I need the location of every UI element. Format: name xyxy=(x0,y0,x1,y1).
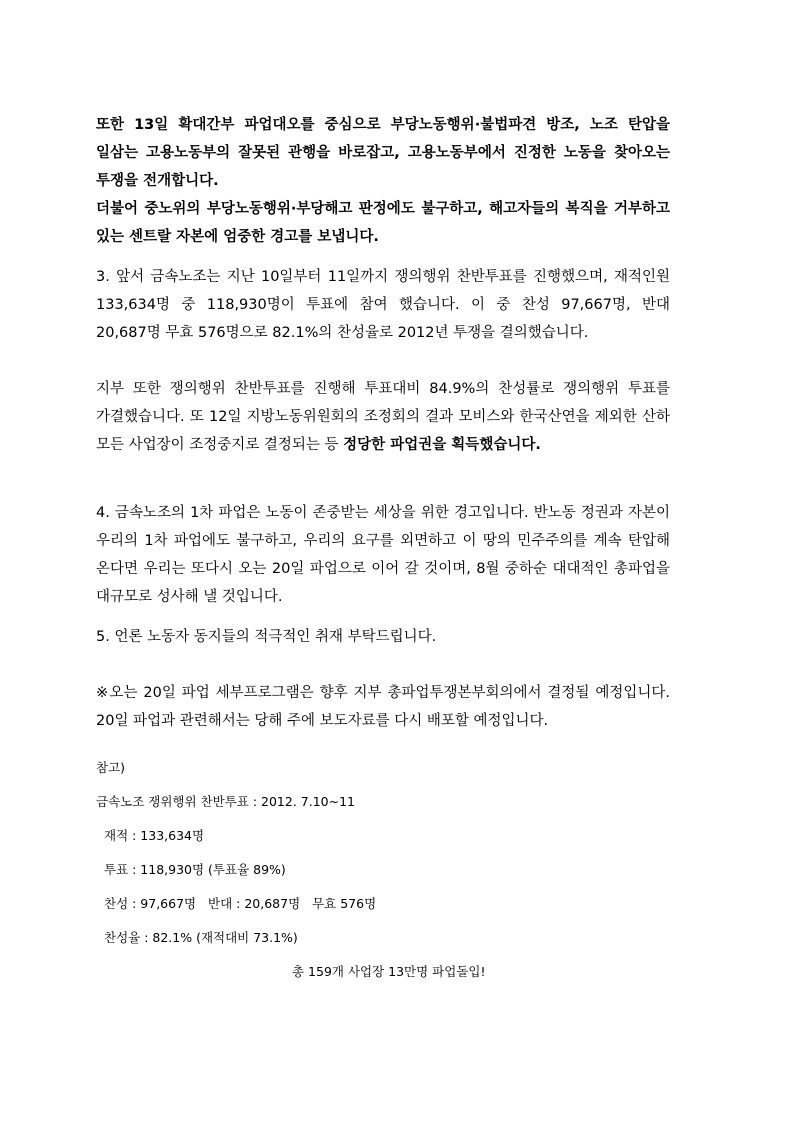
reference-heading: 참고) xyxy=(96,760,126,775)
reference-enrolled: 재적 : 133,634명 xyxy=(104,828,205,843)
paragraph-note-schedule xyxy=(96,679,670,735)
paragraph-text: 또한 13일 확대간부 파업대오를 중심으로 부당노동행위·불법파견 방조, 노조 탄압을 일삼는 고용노동부의 잘못된 관행을 바로잡고, 고용노동부에서 진정한 노동을 찾아오는 투쟁을 전개합니다. xyxy=(96,117,670,189)
reference-results: 찬성 : 97,667명 반대 : 20,687명 무효 576명 xyxy=(104,896,377,911)
paragraph-branch-vote xyxy=(96,375,670,459)
paragraph-central-warning xyxy=(96,195,670,251)
paragraph-item-5-press-request xyxy=(96,623,670,651)
reference-footer-slogan: 총 159개 사업장 13만명 파업돌입! xyxy=(292,964,486,979)
reference-voted: 투표 : 118,930명 (투표율 89%) xyxy=(104,862,286,877)
paragraph-text: 3. 앞서 금속노조는 지난 10일부터 11일까지 쟁의행위 찬반투표를 진행했으며, 재적인원 133,634명 중 118,930명이 투표에 참여 했습니다. 이 중 찬성 97,667명, 반대 20,687명 무효 576명으로 82.1%의 찬성율로 2012년 투쟁을 결의했습니다. xyxy=(96,269,670,341)
paragraph-text: 지부 또한 쟁의행위 찬반투표를 진행해 투표대비 84.9%의 찬성률로 쟁의행위 투표를 가결했습니다. 또 12일 지방노동위원회의 조정회의 결과 모비스와 한국산연을 제외한 산하 모든 사업장이 조정중지로 결정되는 등 xyxy=(96,381,670,453)
reference-approval-rate: 찬성율 : 82.1% (재적대비 73.1%) xyxy=(104,930,298,945)
reference-vote-title: 금속노조 쟁위행위 찬반투표 : 2012. 7.10~11 xyxy=(96,794,355,809)
paragraph-text: 4. 금속노조의 1차 파업은 노동이 존중받는 세상을 위한 경고입니다. 반노동 정권과 자본이 우리의 1차 파업에도 불구하고, 우리의 요구를 외면하고 이 땅의 민주주의를 계속 탄압해 온다면 우리는 또다시 오는 20일 파업으로 이어 갈 것이며, 8월 중하순 대대적인 총파업을 대규모로 성사해 낼 것입니다. xyxy=(96,505,670,605)
paragraph-labor-ministry-struggle xyxy=(96,111,670,195)
paragraph-item-4-strike-warning xyxy=(96,499,670,611)
paragraph-text: ※오는 20일 파업 세부프로그램은 향후 지부 총파업투쟁본부회의에서 결정될 예정입니다. 20일 파업과 관련해서는 당해 주에 보도자료를 다시 배포할 예정입니다. xyxy=(96,685,670,729)
paragraph-text: 5. 언론 노동자 동지들의 적극적인 취재 부탁드립니다. xyxy=(96,629,437,645)
paragraph-text: 더불어 중노위의 부당노동행위·부당해고 판정에도 불구하고, 해고자들의 복직을 거부하고 있는 센트랄 자본에 엄중한 경고를 보냅니다. xyxy=(96,201,670,245)
paragraph-item-3-vote-results xyxy=(96,263,670,347)
paragraph-bold-tail: 정당한 파업권을 획득했습니다. xyxy=(343,437,541,453)
